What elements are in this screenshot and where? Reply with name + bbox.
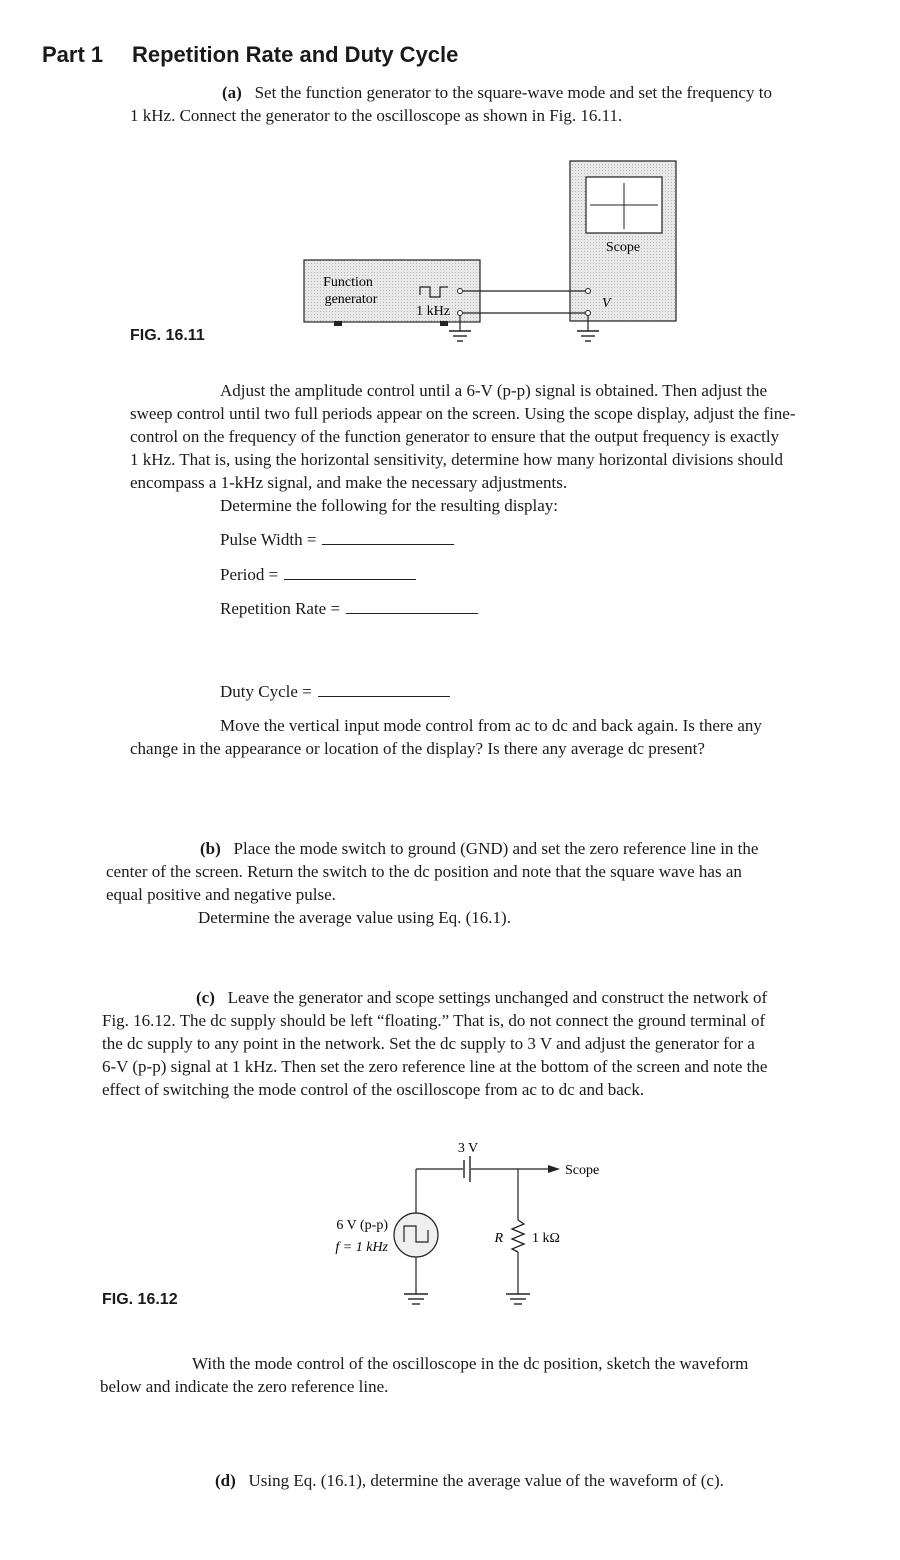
period-field bbox=[220, 563, 416, 586]
step-a-para-line: encompass a 1-kHz signal, and make the necessary adjustments. bbox=[130, 473, 568, 492]
generator-terminal-top bbox=[458, 289, 463, 294]
step-a-move-line: change in the appearance or location of the display? Is there any average dc present? bbox=[130, 739, 705, 758]
part-title: Repetition Rate and Duty Cycle bbox=[132, 42, 459, 67]
step-b-line: equal positive and negative pulse. bbox=[106, 885, 336, 904]
step-b bbox=[106, 837, 826, 929]
step-a-intro bbox=[130, 81, 850, 127]
sketch-line: below and indicate the zero reference line. bbox=[100, 1377, 389, 1396]
step-d-text: Using Eq. (16.1), determine the average value of the waveform of (c). bbox=[248, 1471, 724, 1490]
duty-cycle-label: Duty Cycle = bbox=[220, 682, 312, 701]
step-a-para-line: Adjust the amplitude control until a 6-V (p-p) signal is obtained. Then adjust the bbox=[220, 381, 768, 400]
step-a-line1: Set the function generator to the square-wave mode and set the frequency to bbox=[254, 83, 772, 102]
scope-arrow-icon bbox=[548, 1165, 560, 1173]
pulse-width-blank[interactable] bbox=[322, 530, 454, 545]
step-d-letter: (d) bbox=[215, 1471, 236, 1490]
step-a-para-line: 1 kHz. That is, using the horizontal sensitivity, determine how many horizontal divisions should bbox=[130, 450, 783, 469]
source-ground-icon bbox=[404, 1294, 428, 1304]
step-b-determine: Determine the average value using Eq. (16.1). bbox=[198, 908, 511, 927]
generator-label-2: generator bbox=[324, 292, 378, 307]
step-a-para-line: sweep control until two full periods appear on the screen. Using the scope display, adjust the fine- bbox=[130, 404, 796, 423]
period-blank[interactable] bbox=[284, 565, 416, 580]
resistor-symbol: R bbox=[494, 1231, 503, 1246]
resistor-icon bbox=[512, 1220, 524, 1252]
scope-output-label: Scope bbox=[565, 1163, 600, 1178]
scope-v-label: V bbox=[602, 296, 611, 311]
step-a-move-line: Move the vertical input mode control from ac to dc and back again. Is there any bbox=[220, 716, 762, 735]
step-c-line: 6-V (p-p) signal at 1 kHz. Then set the zero reference line at the bottom of the screen and note the bbox=[102, 1057, 768, 1076]
repetition-rate-blank[interactable] bbox=[346, 599, 478, 614]
step-c-line: effect of switching the mode control of the oscilloscope from ac to dc and back. bbox=[102, 1080, 645, 1099]
step-a-determine: Determine the following for the resulting display: bbox=[220, 496, 559, 515]
fig-16-11-diagram bbox=[290, 155, 690, 355]
step-c-line: the dc supply to any point in the network. Set the dc supply to 3 V and adjust the generator for a bbox=[102, 1034, 755, 1053]
generator-freq: 1 kHz bbox=[416, 304, 450, 319]
function-generator-box bbox=[304, 260, 480, 322]
part-label: Part 1 bbox=[42, 42, 104, 67]
repetition-rate-field bbox=[220, 597, 478, 620]
sketch-line: With the mode control of the oscilloscope in the dc position, sketch the waveform bbox=[192, 1354, 749, 1373]
duty-cycle-blank[interactable] bbox=[318, 682, 450, 697]
step-c-letter: (c) bbox=[196, 988, 215, 1007]
scope-terminal-top bbox=[586, 289, 591, 294]
period-label: Period = bbox=[220, 565, 279, 584]
step-c-line: Leave the generator and scope settings unchanged and construct the network of bbox=[227, 988, 768, 1007]
step-d bbox=[215, 1469, 724, 1492]
source-frequency: f = 1 kHz bbox=[335, 1240, 388, 1255]
fig-16-12-diagram bbox=[300, 1132, 630, 1327]
pulse-width-label: Pulse Width = bbox=[220, 530, 317, 549]
step-b-line: center of the screen. Return the switch to the dc position and note that the square wave has an bbox=[106, 862, 742, 881]
step-a-move bbox=[130, 714, 850, 760]
generator-label-1: Function bbox=[323, 275, 373, 290]
sketch-instruction bbox=[100, 1352, 820, 1398]
step-a-line2: 1 kHz. Connect the generator to the oscilloscope as shown in Fig. 16.11. bbox=[130, 106, 623, 125]
step-a-para-line: control on the frequency of the function generator to ensure that the output frequency is exactly bbox=[130, 427, 780, 446]
step-b-line: Place the mode switch to ground (GND) and set the zero reference line in the bbox=[233, 839, 759, 858]
supply-label: 3 V bbox=[457, 1141, 479, 1156]
scope-label: Scope bbox=[605, 240, 641, 255]
fig-16-11-label: FIG. 16.11 bbox=[130, 327, 205, 344]
step-a-letter: (a) bbox=[222, 83, 242, 102]
scope-terminal-bottom bbox=[586, 311, 591, 316]
step-b-letter: (b) bbox=[200, 839, 221, 858]
resistor-ground-icon bbox=[506, 1294, 530, 1304]
step-a-instructions bbox=[130, 379, 850, 517]
duty-cycle-field bbox=[220, 680, 450, 703]
pulse-width-field bbox=[220, 528, 454, 551]
resistor-value: 1 kΩ bbox=[532, 1231, 560, 1246]
step-c bbox=[102, 986, 822, 1101]
source-amplitude: 6 V (p-p) bbox=[336, 1218, 388, 1233]
repetition-rate-label: Repetition Rate = bbox=[220, 599, 341, 618]
fig-16-12-label: FIG. 16.12 bbox=[102, 1291, 178, 1308]
step-c-line: Fig. 16.12. The dc supply should be left “floating.” That is, do not connect the ground terminal of bbox=[102, 1011, 766, 1030]
generator-terminal-bottom bbox=[458, 311, 463, 316]
dc-supply-battery-icon bbox=[464, 1156, 470, 1182]
